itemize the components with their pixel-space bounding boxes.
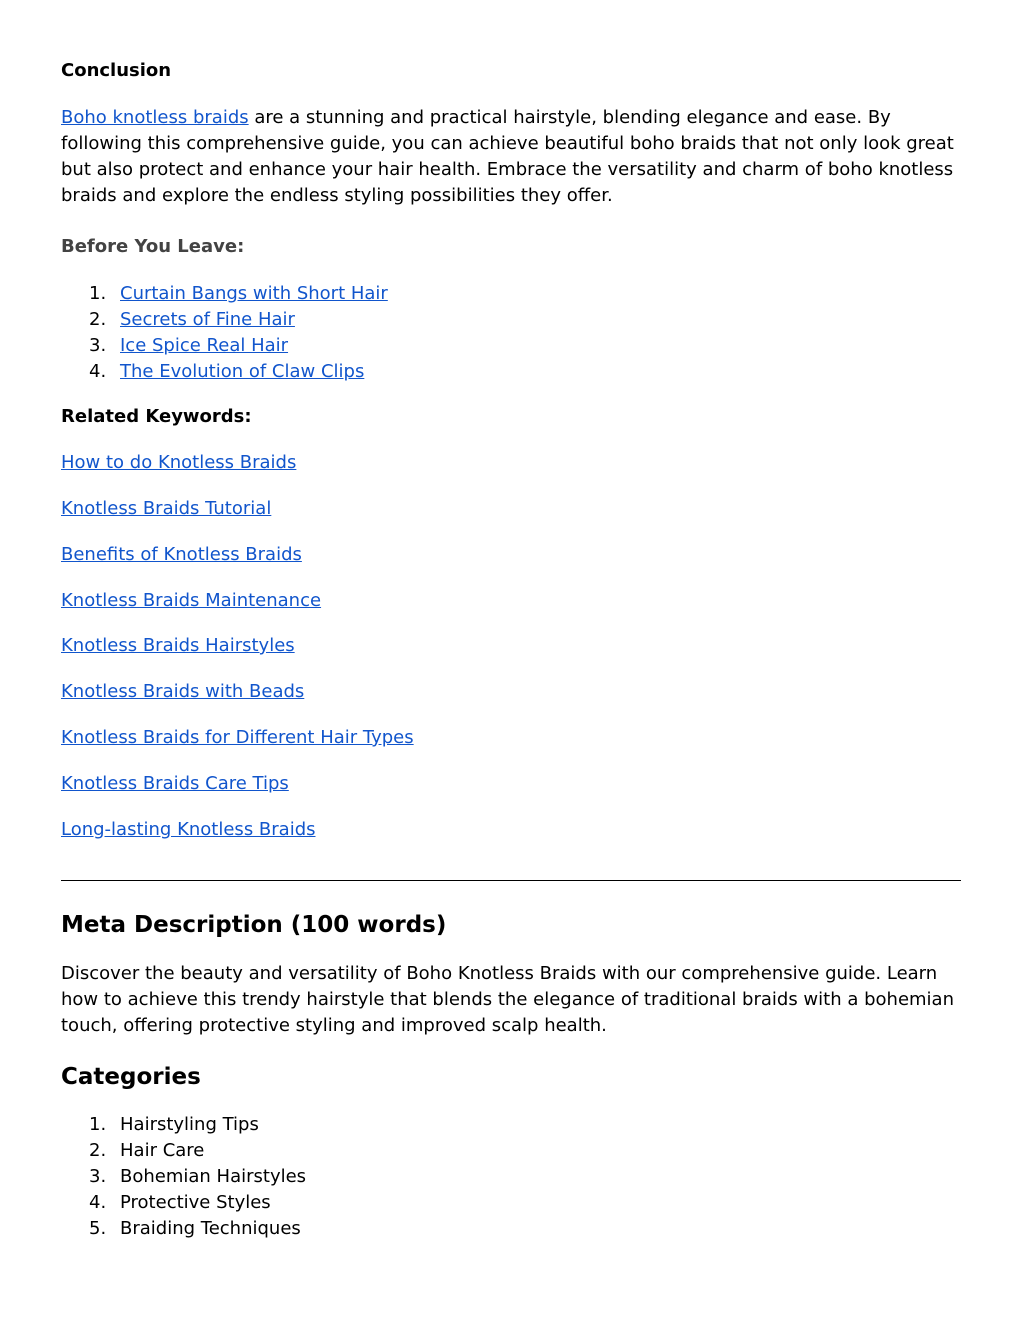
keyword-link[interactable]: Knotless Braids Maintenance (61, 590, 322, 611)
meta-description-text: Discover the beauty and versatility of Boho Knotless Braids with our comprehensive guide. Learn how to achieve this trendy hairstyle that blends the elegance of traditional braids with a bohemian touch, offering protective styling and improved scalp health. (61, 963, 954, 1036)
conclusion-heading: Conclusion (61, 60, 172, 81)
list-item (61, 1138, 306, 1164)
categories-list (61, 1112, 306, 1242)
list-item-number: 2. (89, 1140, 107, 1161)
claw-clips-link[interactable]: The Evolution of Claw Clips (120, 361, 365, 382)
keyword-link[interactable]: Benefits of Knotless Braids (61, 544, 302, 565)
keyword-link[interactable]: How to do Knotless Braids (61, 452, 297, 473)
list-item-number: 4. (89, 361, 107, 382)
list-item-number: 3. (89, 335, 107, 356)
curtain-bangs-link[interactable]: Curtain Bangs with Short Hair (120, 283, 388, 304)
meta-description-heading: Meta Description (100 words) (61, 912, 447, 938)
list-item (61, 281, 388, 307)
ice-spice-link[interactable]: Ice Spice Real Hair (120, 335, 289, 356)
list-item (61, 1112, 306, 1138)
horizontal-rule (61, 880, 961, 881)
keyword-link[interactable]: Knotless Braids for Different Hair Types (61, 727, 414, 748)
list-item-number: 1. (89, 283, 107, 304)
keyword-link[interactable]: Knotless Braids Hairstyles (61, 635, 295, 656)
list-item-number: 3. (89, 1166, 107, 1187)
category-label: Hairstyling Tips (120, 1114, 259, 1135)
list-item (61, 1216, 306, 1242)
list-item-number: 5. (89, 1218, 107, 1239)
list-item (61, 333, 388, 359)
list-item (61, 307, 388, 333)
list-item (61, 1190, 306, 1216)
list-item-number: 1. (89, 1114, 107, 1135)
list-item (61, 359, 388, 385)
list-item-number: 2. (89, 309, 107, 330)
list-item (61, 1164, 306, 1190)
before-you-leave-list (61, 281, 388, 385)
keyword-link[interactable]: Knotless Braids Tutorial (61, 498, 272, 519)
keyword-link[interactable]: Knotless Braids Care Tips (61, 773, 289, 794)
conclusion-paragraph (61, 105, 961, 209)
category-label: Bohemian Hairstyles (120, 1166, 307, 1187)
categories-heading: Categories (61, 1064, 201, 1090)
category-label: Braiding Techniques (120, 1218, 301, 1239)
category-label: Hair Care (120, 1140, 205, 1161)
fine-hair-link[interactable]: Secrets of Fine Hair (120, 309, 295, 330)
list-item-number: 4. (89, 1192, 107, 1213)
related-keywords-heading: Related Keywords: (61, 406, 252, 427)
category-label: Protective Styles (120, 1192, 271, 1213)
before-you-leave-heading: Before You Leave: (61, 236, 245, 257)
conclusion-text: are a stunning and practical hairstyle, blending elegance and ease. By following this comprehensive guide, you can achieve beautiful boho braids that not only look great but also protect and enhance your hair health. Embrace the versatility and charm of boho knotless braids and explore the endless styling possibilities they offer. (61, 107, 954, 206)
keyword-link[interactable]: Long-lasting Knotless Braids (61, 819, 316, 840)
keyword-link[interactable]: Knotless Braids with Beads (61, 681, 305, 702)
boho-knotless-braids-link[interactable]: Boho knotless braids (61, 107, 249, 128)
